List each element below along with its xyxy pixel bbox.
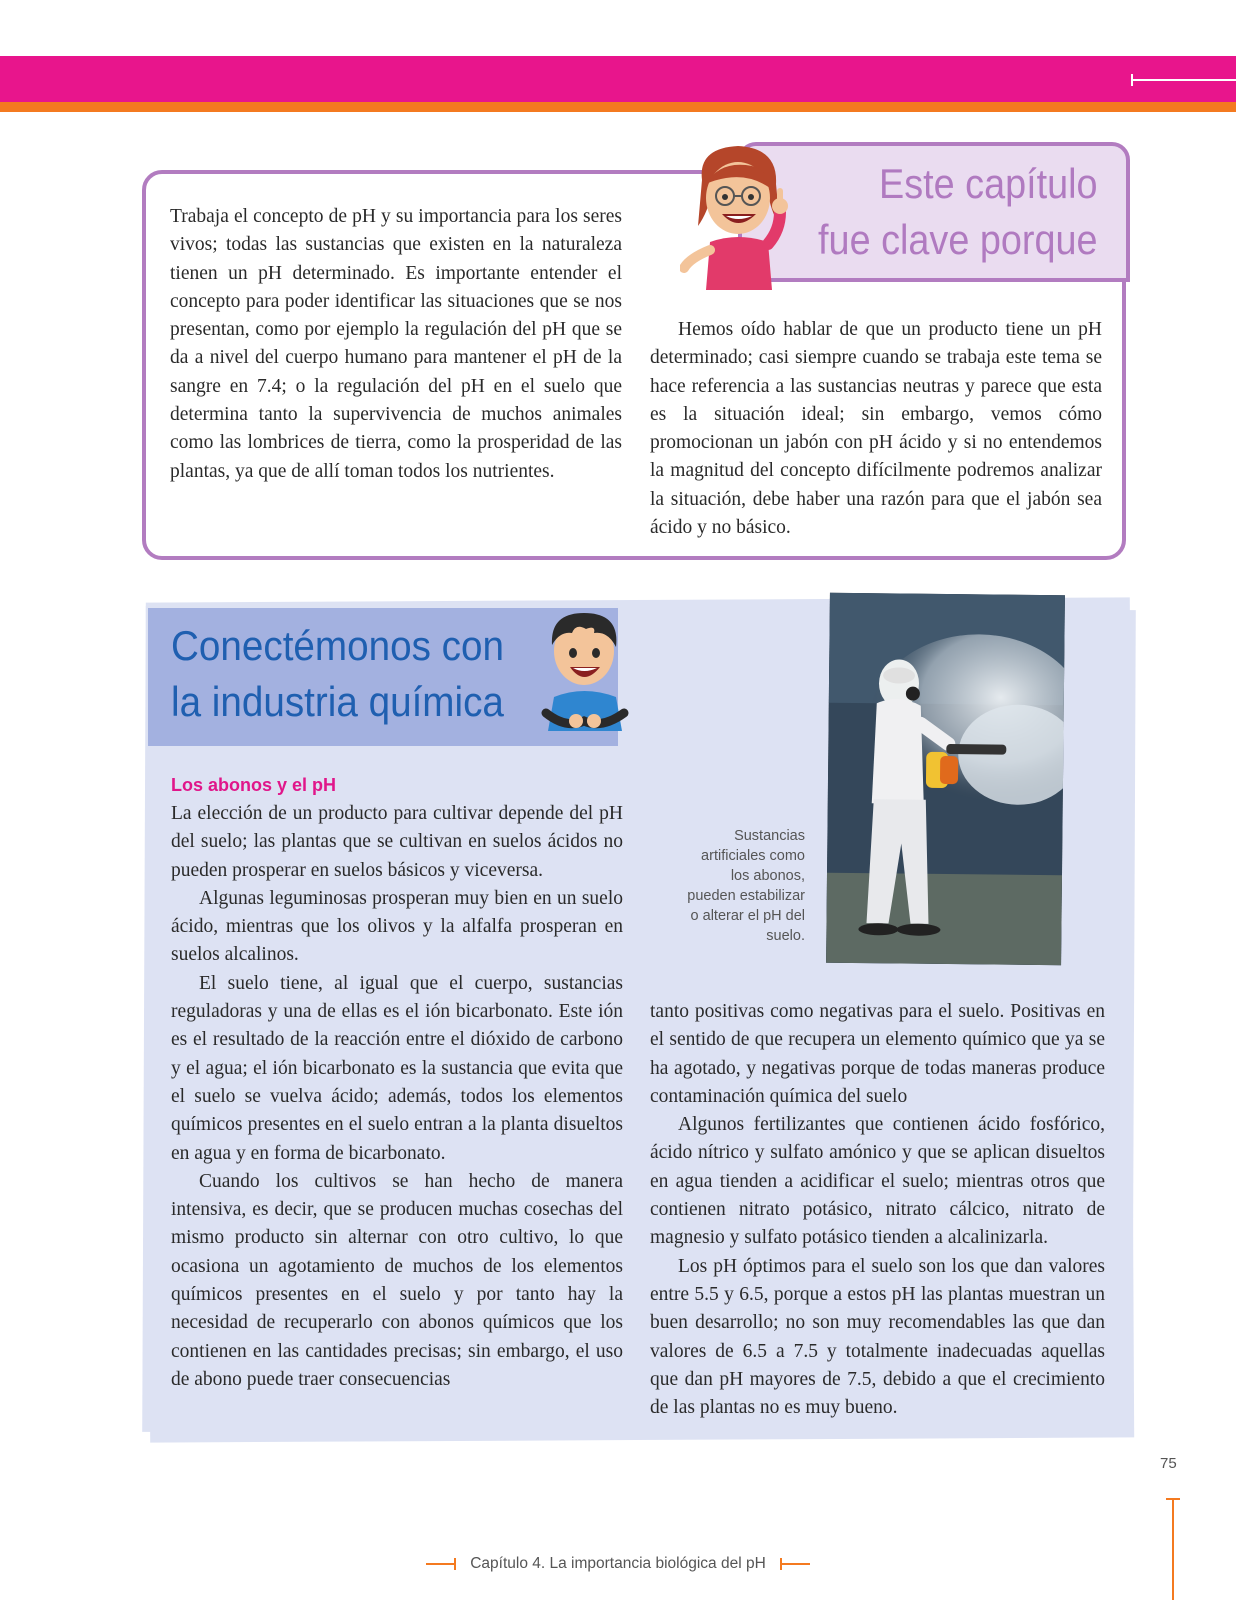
footer-chapter-label: Capítulo 4. xyxy=(470,1555,546,1572)
subheading: Los abonos y el pH xyxy=(171,775,337,795)
boy-character-illustration xyxy=(536,605,636,740)
fumigation-photo-image xyxy=(826,593,1065,965)
photo-caption: Sustancias artificiales como los abonos, pueden estabilizar o alterar el pH del suelo. xyxy=(687,828,805,944)
body-paragraph: La elección de un producto para cultivar depende del pH del suelo; las plantas que se cultivan en suelos ácidos no pueden prosperar en suelos básicos y viceversa. xyxy=(171,803,623,881)
footer-chapter-title: La importancia biológica del pH xyxy=(549,1555,766,1572)
body-right-column xyxy=(650,998,1105,1422)
intro-right-paragraph: Hemos oído hablar de que un producto tiene un pH determinado; casi siempre cuando se trabaja este tema se hace referencia a las sustancias neutras y parece que esta es la situación ideal; sin embargo, vemos cómo promocionan un jabón con pH ácido y si no entendemos la magnitud del concepto difícilmente podremos analizar la situación, debe haber una razón para que el jabón sea ácido y no básico. xyxy=(650,319,1102,539)
footer-tick-right xyxy=(780,1563,810,1565)
header-tick-mark xyxy=(1131,79,1236,81)
intro-title: Este capítulo fue clave porque xyxy=(818,160,1098,263)
footer-chapter-text xyxy=(470,1555,766,1573)
body-paragraph: Algunos fertilizantes que contienen ácido fosfórico, ácido nítrico y sulfato amónico y que se aplican disueltos en agua tienden a acidificar el suelo; mientras otros que contienen nitrato potásico, nitrato cálcico, nitrato de magnesio y sulfato potásico tienden a alcalinizarla. xyxy=(650,1114,1105,1249)
intro-left-paragraph: Trabaja el concepto de pH y su importancia para los seres vivos; todas las sustancias que existen en la naturaleza tienen un pH determinado. Es importante entender el concepto para poder identificar las situaciones que se nos presentan, como por ejemplo la regulación del pH que se da a nivel del cuerpo humano para mantener el pH de la sangre en 7.4; o la regulación del pH en el suelo que determina tanto la supervivencia de muchos animales como las lombrices de tierra, como la prosperidad de las plantas, ya que de allí toman todos los nutrientes. xyxy=(170,206,622,482)
section-title: Conectémonos con la industria química xyxy=(171,622,504,725)
girl-character-illustration xyxy=(680,140,800,290)
body-paragraph: Los pH óptimos para el suelo son los que dan valores entre 5.5 y 6.5, porque a estos pH las plantas muestran un buen desarrollo; no son muy recomendables las que dan valores de 6.5 a 7.5 y totalmente inadecuadas aquellas que dan pH mayores de 7.5, debido a que el crecimiento de las plantas no es muy bueno. xyxy=(650,1255,1105,1419)
intro-left-text xyxy=(170,203,622,486)
header-orange-band xyxy=(0,102,1236,112)
page-footer xyxy=(0,1550,1236,1573)
body-left-column xyxy=(171,800,623,1394)
intro-right-text xyxy=(650,316,1102,542)
body-paragraph: Algunas leguminosas prosperan muy bien en un suelo ácido, mientras que los olivos y la alfalfa prosperan en suelos alcalinos. xyxy=(171,887,623,966)
footer-tick-left xyxy=(426,1563,456,1565)
body-paragraph: Cuando los cultivos se han hecho de manera intensiva, es decir, que se producen muchas cosechas del mismo producto sin alternar con otro cultivo, lo que ocasiona un agotamiento de muchos de los elementos químicos presentes en el suelo y por tanto hay la necesidad de recuperarlo con abonos químicos que los contienen en las cantidades precisas; sin embargo, el uso de abono puede traer consecuencias xyxy=(171,1170,623,1390)
header-pink-band xyxy=(0,56,1236,102)
fumigation-photo xyxy=(826,593,1065,965)
page-side-rule xyxy=(1172,1498,1174,1600)
body-paragraph: El suelo tiene, al igual que el cuerpo, sustancias reguladoras y una de ellas es el ión bicarbonato. Este ión es el resultado de la reacción entre el dióxido de carbono y el agua; el ión bicarbonato es la sustancia que evita que el suelo se vuelva ácido; además, todos los elementos químicos presentes en el suelo entran a la planta disueltos en agua y en forma de bicarbonato. xyxy=(171,972,623,1164)
body-paragraph: tanto positivas como negativas para el suelo. Positivas en el sentido de que recupera un elemento químico que ya se ha agotado, y negativas porque de todas maneras produce contaminación química del suelo xyxy=(650,1001,1105,1107)
page-number: 75 xyxy=(1160,1455,1177,1472)
